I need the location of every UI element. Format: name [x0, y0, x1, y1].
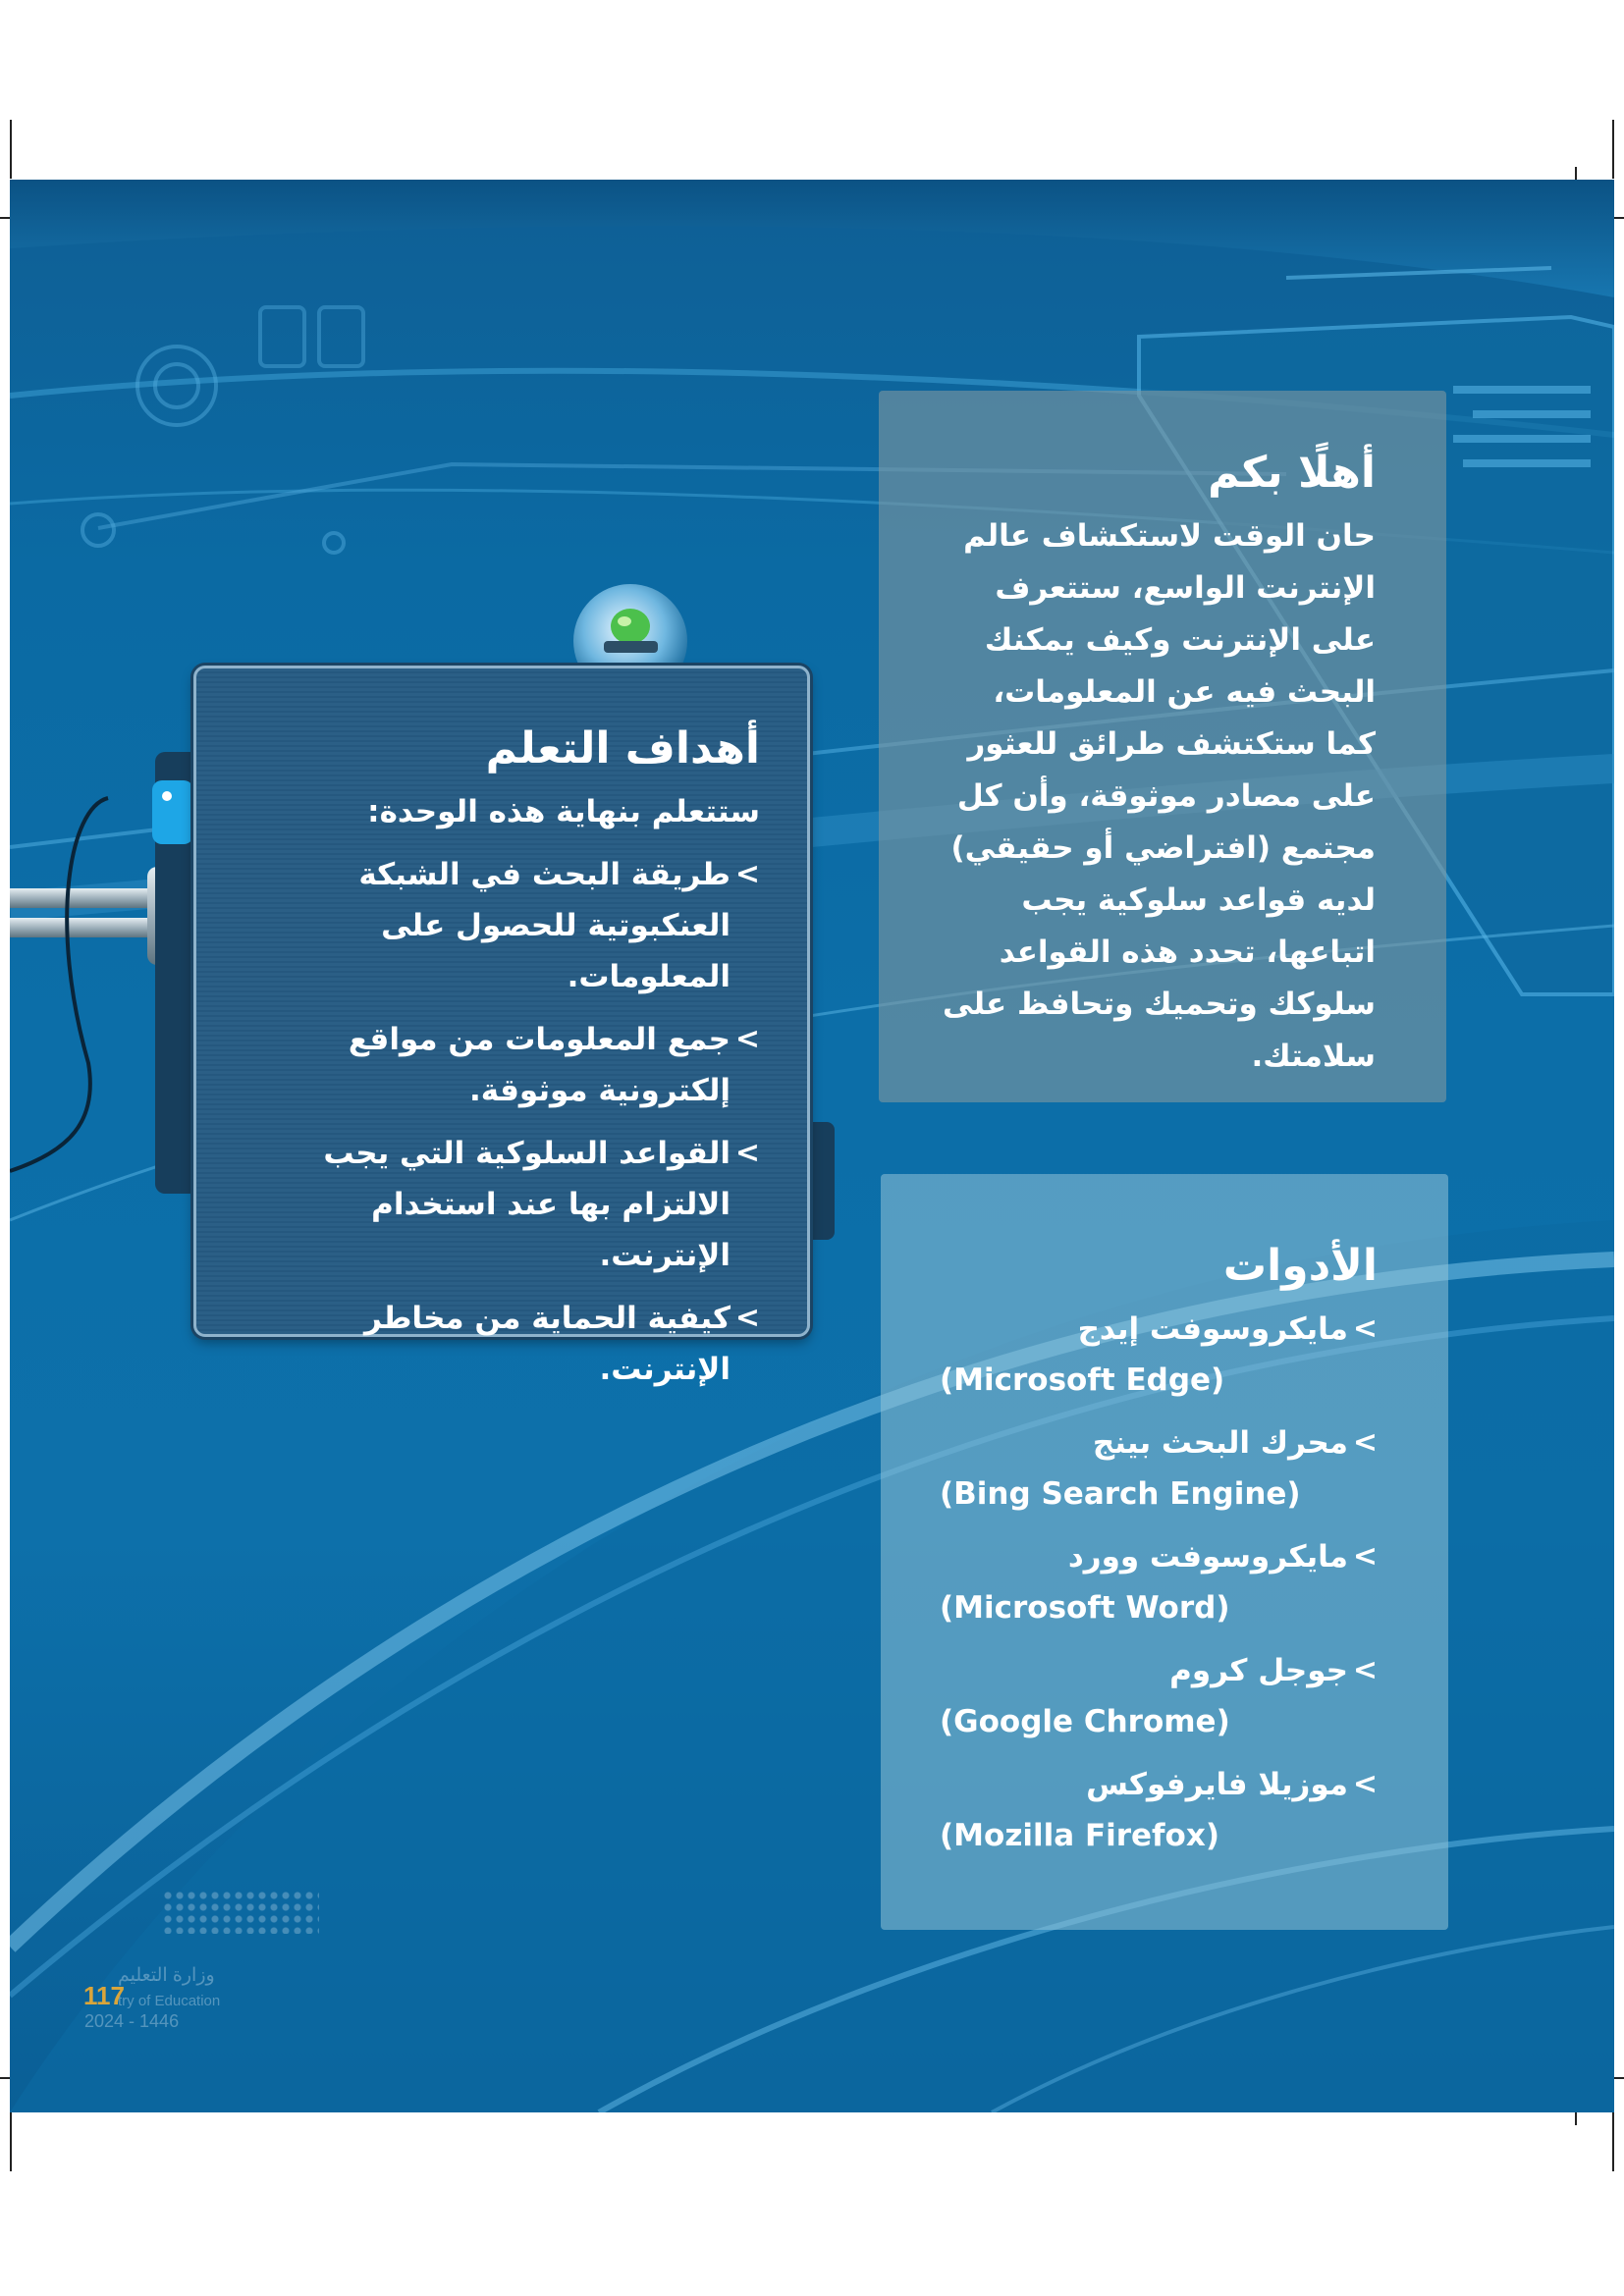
- welcome-body: حان الوقت لاستكشاف عالم الإنترنت الواسع، ستتعرف على الإنترنت وكيف يمكنك البحث فيه عن المعلومات، كما ستكتشف طرائق للعثور على مصادر موثوقة، وأن كل مجتمع (افتراضي أو حقيقي) لديه قواعد سلوكية يجب اتباعها، تحدد هذه القواعد سلوكك وتحميك وتحافظ على سلامتك.: [943, 518, 1376, 1074]
- goals-lead: ستتعلم بنهاية هذه الوحدة:: [367, 794, 760, 829]
- tool-row: [940, 1531, 1378, 1582]
- tool-item: [940, 1759, 1378, 1861]
- tool-item: [940, 1417, 1378, 1520]
- ministry-name-en: try of Education: [118, 1993, 221, 2009]
- edition-year: 2024 - 1446: [84, 2011, 180, 2031]
- crop-mark: [1612, 120, 1614, 179]
- bullet-icon: >: [734, 857, 760, 891]
- bullet-icon: >: [1352, 1539, 1378, 1574]
- bullet-icon: >: [734, 1136, 760, 1170]
- goal-text: طريقة البحث في الشبكة العنكبوتية للحصول على المعلومات.: [358, 857, 731, 994]
- ministry-logo: [162, 1890, 319, 1934]
- tool-name-ar: مايكروسوفت إيدج: [1077, 1311, 1348, 1347]
- goal-item: [236, 1014, 760, 1116]
- bullet-icon: >: [1352, 1653, 1378, 1687]
- tool-name-en: (Microsoft Edge): [940, 1362, 1225, 1398]
- goal-item: [236, 1128, 760, 1281]
- tool-name-ar: جوجل كروم: [1169, 1653, 1348, 1688]
- tool-name-ar: موزيلا فايرفوكس: [1086, 1767, 1348, 1802]
- tool-item: [940, 1645, 1378, 1747]
- tool-row: [940, 1645, 1378, 1696]
- page-number: 117: [83, 1981, 125, 2010]
- bullet-icon: >: [734, 1301, 760, 1335]
- bullet-icon: >: [1352, 1425, 1378, 1460]
- learning-goals-panel: [193, 666, 810, 1387]
- bullet-icon: >: [734, 1022, 760, 1056]
- tool-name-ar: محرك البحث بينج: [1092, 1425, 1348, 1461]
- crop-mark: [1612, 2112, 1614, 2171]
- tool-name-en: (Mozilla Firefox): [940, 1818, 1220, 1853]
- crop-mark: [10, 120, 12, 179]
- tools-title: الأدوات: [1222, 1241, 1378, 1291]
- ministry-name: وزارة التعليم: [118, 1965, 215, 1986]
- goal-text: كيفية الحماية من مخاطر الإنترنت.: [363, 1301, 731, 1387]
- welcome-panel: [879, 391, 1446, 1102]
- goals-title: أهداف التعلم: [485, 723, 760, 774]
- ministry-watermark-en: [118, 1990, 220, 2013]
- crop-mark: [10, 2112, 12, 2171]
- tool-name-en: (Bing Search Engine): [940, 1476, 1301, 1512]
- goal-item: [236, 849, 760, 1002]
- tool-name-en: (Microsoft Word): [940, 1590, 1230, 1626]
- bullet-icon: >: [1352, 1311, 1378, 1346]
- tool-row: [940, 1759, 1378, 1810]
- goal-text: جمع المعلومات من مواقع إلكترونية موثوقة.: [348, 1022, 731, 1108]
- tool-item: [940, 1531, 1378, 1633]
- ministry-watermark: [118, 1964, 215, 1988]
- welcome-title: أهلًا بكم: [1208, 448, 1376, 498]
- goal-text: القواعد السلوكية التي يجب الالتزام بها عند استخدام الإنترنت.: [323, 1136, 731, 1273]
- tool-row: [940, 1417, 1378, 1468]
- tool-item: [940, 1304, 1378, 1406]
- goal-item: [236, 1293, 760, 1395]
- tool-row: [940, 1304, 1378, 1355]
- tool-name-ar: مايكروسوفت وورد: [1067, 1539, 1348, 1575]
- tools-panel: [881, 1174, 1448, 1930]
- bullet-icon: >: [1352, 1767, 1378, 1801]
- tool-name-en: (Google Chrome): [940, 1704, 1230, 1739]
